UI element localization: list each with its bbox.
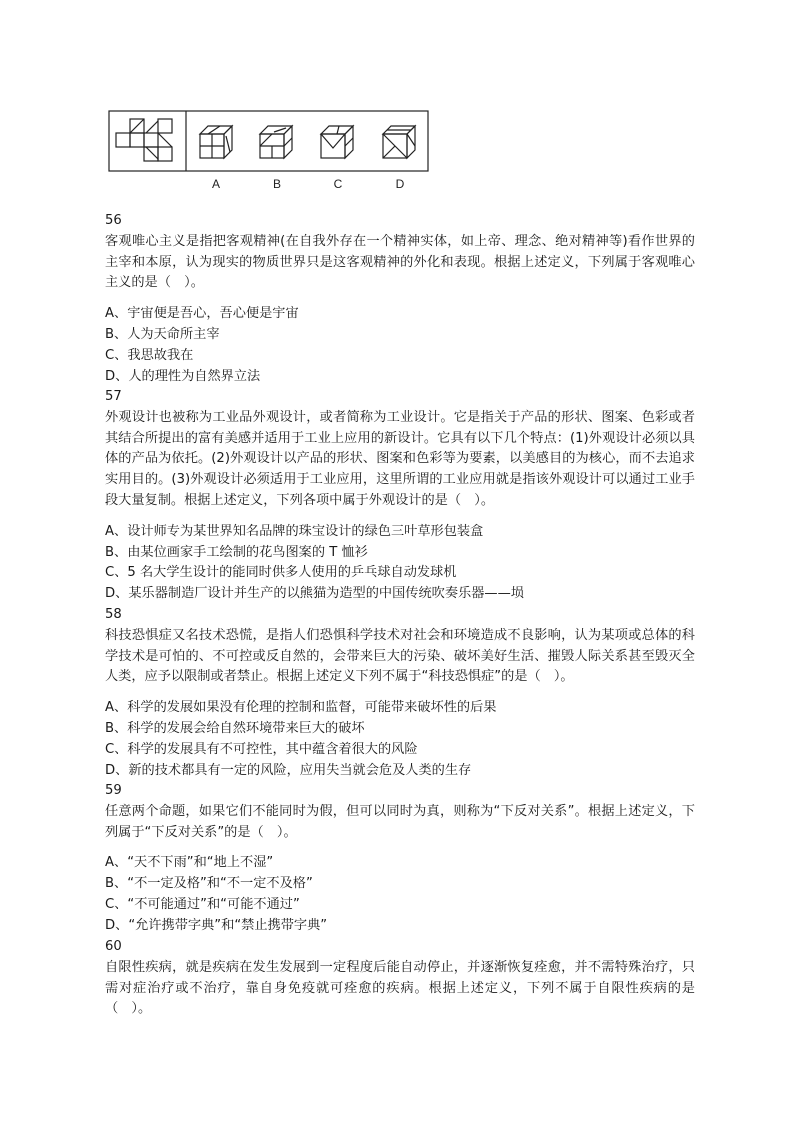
cube-option-c-icon bbox=[321, 126, 353, 158]
question-58 bbox=[105, 605, 695, 781]
question-text: 自限性疾病，就是疾病在发生发展到一定程度后能自动停止，并逐渐恢复痊愈，并不需特殊治疗，只需对症治疗或不治疗，靠自身免疫就可痊愈的疾病。根据上述定义，下列不属于自限性疾病的是（ ）。 bbox=[105, 959, 695, 1017]
question-text: 科技恐惧症又名技术恐慌，是指人们恐惧科学技术对社会和环境造成不良影响，认为某项或总体的科学技术是可怕的、不可控或反自然的，会带来巨大的污染、破坏美好生活、摧毁人际关系甚至毁灭全人类，应予以限制或者禁止。根据上述定义下列不属于“科技恐惧症”的是（ ）。 bbox=[105, 627, 695, 685]
option-a: A、设计师专为某世界知名品牌的珠宝设计的绿色三叶草形包装盒 bbox=[105, 523, 484, 539]
option-c: C、“不可能通过”和“可能不通过” bbox=[105, 896, 300, 912]
question-59 bbox=[105, 781, 695, 937]
option-c: C、科学的发展具有不可控性，其中蕴含着很大的风险 bbox=[105, 741, 418, 757]
option-d: D、某乐器制造厂设计并生产的以熊猫为造型的中国传统吹奏乐器——埙 bbox=[105, 586, 524, 602]
option-c: C、我思故我在 bbox=[105, 347, 194, 363]
option-b: B、“不一定及格”和“不一定不及格” bbox=[105, 876, 313, 892]
question-number: 58 bbox=[105, 607, 122, 622]
question-text: 任意两个命题，如果它们不能同时为假，但可以同时为真，则称为“下反对关系”。根据上述定义，下列属于“下反对关系”的是（ ）。 bbox=[105, 803, 695, 840]
figure-label-c: C bbox=[333, 177, 343, 191]
option-d: D、新的技术都具有一定的风险，应用失当就会危及人类的生存 bbox=[105, 762, 472, 778]
figure-label-a: A bbox=[211, 177, 221, 191]
option-c: C、5 名大学生设计的能同时供多人使用的乒乓球自动发球机 bbox=[105, 565, 457, 581]
option-b: B、人为天命所主宰 bbox=[105, 326, 220, 342]
question-text: 客观唯心主义是指把客观精神(在自我外存在一个精神实体，如上帝、理念、绝对精神等)看作世界的主宰和本原，认为现实的物质世界只是这客观精神的外化和表现。根据上述定义，下列属于客观唯心主义的是（ ）。 bbox=[105, 233, 695, 291]
option-d: D、人的理性为自然界立法 bbox=[105, 368, 261, 384]
cube-option-d-icon bbox=[383, 126, 415, 158]
question-57 bbox=[105, 387, 695, 605]
question-number: 59 bbox=[105, 783, 122, 798]
cube-figure bbox=[108, 110, 430, 194]
option-a: A、“天不下雨”和“地上不湿” bbox=[105, 855, 274, 871]
cube-option-a-icon bbox=[200, 126, 232, 158]
cube-net-icon bbox=[116, 119, 172, 161]
cube-option-b-icon bbox=[260, 126, 292, 158]
question-number: 60 bbox=[105, 939, 122, 954]
figure-label-b: B bbox=[272, 177, 282, 191]
option-b: B、由某位画家手工绘制的花鸟图案的 T 恤衫 bbox=[105, 544, 368, 560]
option-a: A、科学的发展如果没有伦理的控制和监督，可能带来破坏性的后果 bbox=[105, 700, 497, 716]
option-a: A、宇宙便是吾心，吾心便是宇宙 bbox=[105, 306, 299, 322]
question-56 bbox=[105, 211, 695, 387]
option-b: B、科学的发展会给自然环境带来巨大的破坏 bbox=[105, 720, 365, 736]
question-60 bbox=[105, 937, 695, 1020]
question-number: 56 bbox=[105, 213, 122, 228]
option-d: D、“允许携带字典”和“禁止携带字典” bbox=[105, 917, 328, 933]
figure-label-d: D bbox=[395, 177, 405, 191]
question-text: 外观设计也被称为工业品外观设计，或者简称为工业设计。它是指关于产品的形状、图案、色彩或者其结合所提出的富有美感并适用于工业上应用的新设计。它具有以下几个特点：(1)外观设计必须以具体的产品为依托。(2)外观设计以产品的形状、图案和色彩等为要素，以美感目的为核心，而不去追求实用目的。(3)外观设计必须适用于工业应用，这里所谓的工业应用就是指该外观设计可以通过工业手段大量复制。根据上述定义，下列各项中属于外观设计的是（ ）。 bbox=[105, 409, 695, 508]
question-number: 57 bbox=[105, 389, 122, 404]
